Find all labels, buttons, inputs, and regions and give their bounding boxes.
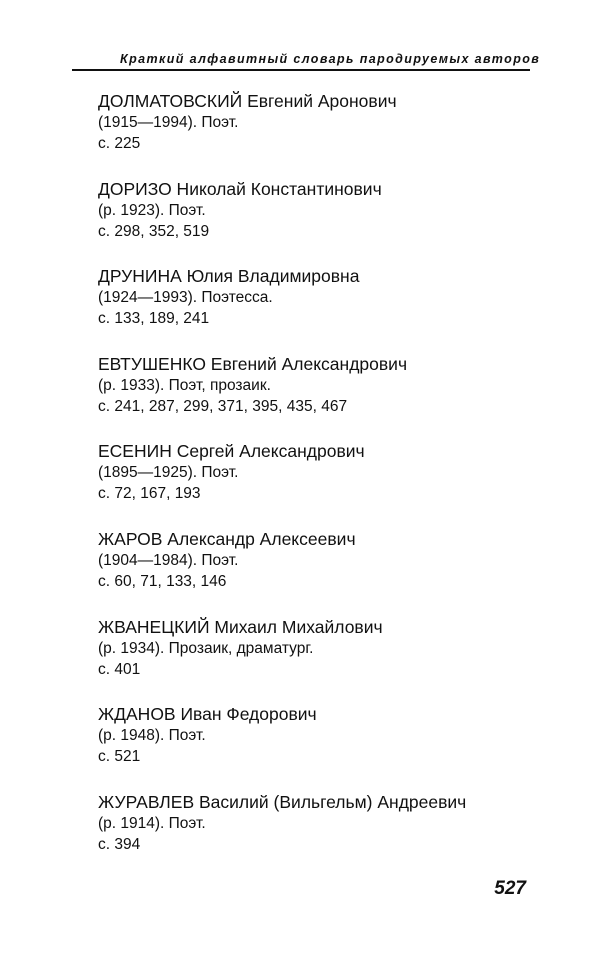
author-info: (1904—1984). Поэт. bbox=[98, 551, 239, 569]
author-info: (р. 1923). Поэт. bbox=[98, 201, 206, 219]
author-entries bbox=[98, 90, 538, 878]
author-entry bbox=[98, 353, 538, 441]
running-header: Краткий алфавитный словарь пародируемых авторов bbox=[120, 52, 541, 66]
author-pages: с. 241, 287, 299, 371, 395, 435, 467 bbox=[98, 397, 348, 415]
author-name: ЖДАНОВ Иван Федорович bbox=[98, 704, 317, 725]
author-entry bbox=[98, 616, 538, 704]
author-info: (р. 1934). Прозаик, драматург. bbox=[98, 639, 314, 657]
author-entry bbox=[98, 265, 538, 353]
author-info: (1924—1993). Поэтесса. bbox=[98, 289, 273, 307]
author-name: ЕВТУШЕНКО Евгений Александрович bbox=[98, 353, 408, 374]
author-info: (р. 1933). Поэт, прозаик. bbox=[98, 376, 271, 394]
author-entry bbox=[98, 440, 538, 528]
author-pages: с. 394 bbox=[98, 835, 141, 853]
author-info: (р. 1914). Поэт. bbox=[98, 814, 206, 832]
author-pages: с. 133, 189, 241 bbox=[98, 310, 210, 328]
author-entry bbox=[98, 791, 538, 879]
author-info: (р. 1948). Поэт. bbox=[98, 727, 206, 745]
author-name: ЖУРАВЛЕВ Василий (Вильгельм) Андреевич bbox=[98, 791, 467, 812]
author-pages: с. 60, 71, 133, 146 bbox=[98, 572, 227, 590]
author-entry bbox=[98, 90, 538, 178]
author-info: (1915—1994). Поэт. bbox=[98, 114, 239, 131]
author-pages: с. 72, 167, 193 bbox=[98, 485, 201, 503]
author-name: ДРУНИНА Юлия Владимировна bbox=[98, 266, 360, 287]
author-name: ДОРИЗО Николай Константинович bbox=[98, 178, 382, 199]
author-entry bbox=[98, 528, 538, 616]
page-number: 527 bbox=[494, 878, 526, 899]
author-pages: с. 298, 352, 519 bbox=[98, 222, 210, 240]
author-info: (1895—1925). Поэт. bbox=[98, 464, 239, 482]
author-name: ЖВАНЕЦКИЙ Михаил Михайлович bbox=[98, 616, 383, 637]
author-name: ДОЛМАТОВСКИЙ Евгений Аронович bbox=[98, 91, 397, 111]
author-name: ЕСЕНИН Сергей Александрович bbox=[98, 441, 365, 462]
author-entry bbox=[98, 178, 538, 266]
author-pages: с. 401 bbox=[98, 660, 141, 678]
author-entry bbox=[98, 703, 538, 791]
header-rule bbox=[72, 69, 530, 71]
author-pages: с. 225 bbox=[98, 135, 141, 152]
author-name: ЖАРОВ Александр Алексеевич bbox=[98, 528, 356, 549]
author-pages: с. 521 bbox=[98, 748, 141, 766]
